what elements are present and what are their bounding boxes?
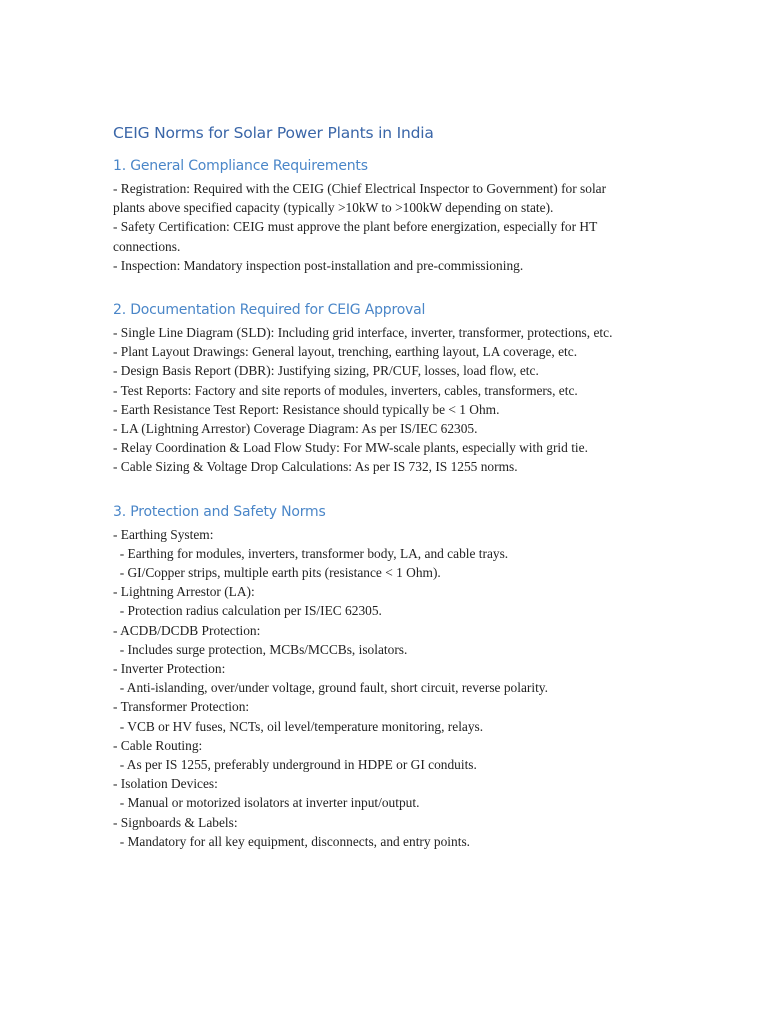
section-line: - Lightning Arrestor (LA): [113, 584, 255, 600]
section-line: - Includes surge protection, MCBs/MCCBs, isolators. [113, 641, 408, 657]
section-line: - Inverter Protection: [113, 661, 226, 677]
document-body [113, 124, 713, 876]
section-line: - Anti-islanding, over/under voltage, ground fault, short circuit, reverse polarity. [113, 680, 548, 696]
section-line: - Registration: Required with the CEIG (Chief Electrical Inspector to Government) for solar [113, 181, 607, 196]
section-2 [113, 300, 713, 477]
section-line: - Inspection: Mandatory inspection post-installation and pre-commissioning. [113, 257, 524, 273]
section-line: - Cable Routing: [113, 737, 203, 753]
section-line: - Earth Resistance Test Report: Resistance should typically be < 1 Ohm. [113, 401, 500, 417]
section-line: - Protection radius calculation per IS/IEC 62305. [113, 603, 382, 619]
section-line: - Transformer Protection: [113, 699, 250, 715]
section-line: - VCB or HV fuses, NCTs, oil level/temperature monitoring, relays. [113, 718, 484, 734]
section-line: - Isolation Devices: [113, 776, 218, 792]
section-line: - Test Reports: Factory and site reports of modules, inverters, cables, transformers, etc. [113, 382, 578, 398]
section-line: - Single Line Diagram (SLD): Including grid interface, inverter, transformer, protections, etc. [113, 325, 613, 341]
section-line: - Earthing for modules, inverters, transformer body, LA, and cable trays. [113, 545, 509, 561]
section-line: - GI/Copper strips, multiple earth pits (resistance < 1 Ohm). [113, 565, 441, 581]
section-line: - ACDB/DCDB Protection: [113, 622, 261, 638]
section-line: - Earthing System: [113, 526, 214, 542]
section-heading: 1. General Compliance Requirements [113, 158, 368, 174]
section-line: - Manual or motorized isolators at inverter input/output. [113, 795, 420, 811]
document-title: CEIG Norms for Solar Power Plants in India [113, 124, 434, 142]
section-line: - Mandatory for all key equipment, disconnects, and entry points. [113, 833, 471, 849]
section-line: - Plant Layout Drawings: General layout, trenching, earthing layout, LA coverage, etc. [113, 344, 578, 360]
section-heading: 2. Documentation Required for CEIG Approval [113, 302, 426, 319]
section-line: - Safety Certification: CEIG must approve the plant before energization, especially for HT [113, 219, 598, 235]
section-line: - LA (Lightning Arrestor) Coverage Diagram: As per IS/IEC 62305. [113, 421, 478, 437]
section-line: - Relay Coordination & Load Flow Study: For MW-scale plants, especially with grid tie. [113, 440, 588, 456]
section-heading: 3. Protection and Safety Norms [113, 503, 326, 520]
sections-container [113, 156, 713, 851]
section-1 [113, 156, 713, 275]
section-line: plants above specified capacity (typically >10kW to >100kW depending on state). [113, 200, 554, 216]
section-line: - Cable Sizing & Voltage Drop Calculations: As per IS 732, IS 1255 norms. [113, 459, 518, 475]
section-3 [113, 502, 713, 851]
section-line: connections. [113, 238, 181, 254]
section-line: - As per IS 1255, preferably underground in HDPE or GI conduits. [113, 757, 477, 773]
section-line: - Signboards & Labels: [113, 814, 238, 830]
section-line: - Design Basis Report (DBR): Justifying sizing, PR/CUF, losses, load flow, etc. [113, 363, 539, 379]
